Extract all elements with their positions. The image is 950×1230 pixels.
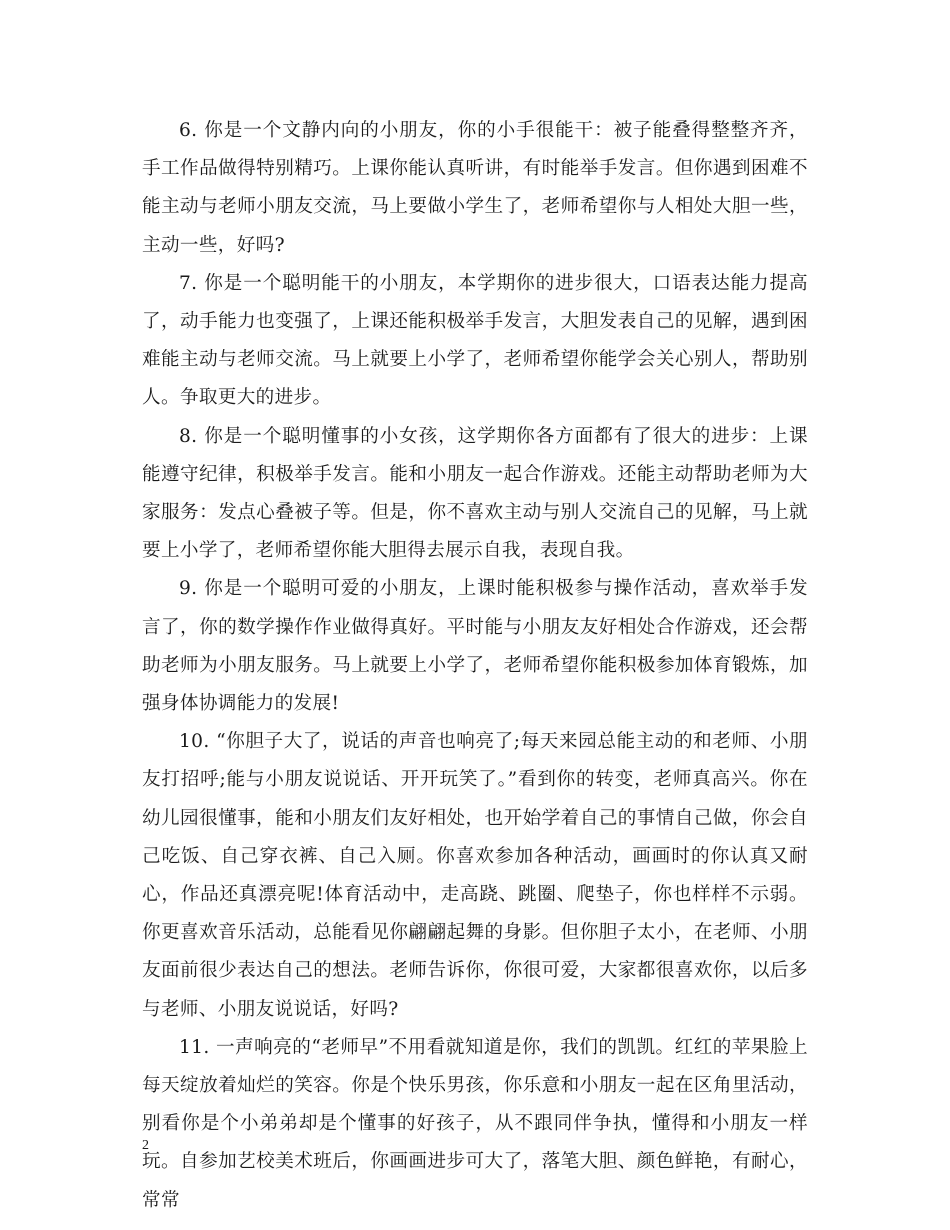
page-number: 2 bbox=[142, 1138, 149, 1153]
paragraph-10: 10. “你胆子大了，说话的声音也响亮了;每天来园总能主动的和老师、小朋友打招呼;能与小朋友说说话、开开玩笑了。”看到你的转变，老师真高兴。你在幼儿园很懂事，能和小朋友们友好相处，也开始学着自己的事情自己做，你会自己吃饭、自己穿衣裤、自己入厕。你喜欢参加各种活动，画画时的你认真又耐心，作品还真漂亮呢!体育活动中，走高跷、跳圈、爬垫子，你也样样不示弱。你更喜欢音乐活动，总能看见你翩翩起舞的身影。但你胆子太小，在老师、小朋友面前很少表达自己的想法。老师告诉你，你很可爱，大家都很喜欢你，以后多与老师、小朋友说说话，好吗? bbox=[142, 731, 808, 1020]
paragraph-7: 7. 你是一个聪明能干的小朋友，本学期你的进步很大，口语表达能力提高了，动手能力也变强了，上课还能积极举手发言，大胆发表自己的见解，遇到困难能主动与老师交流。马上就要上小学了，老师希望你能学会关心别人，帮助别人。争取更大的进步。 bbox=[142, 272, 808, 409]
paragraph-9: 9. 你是一个聪明可爱的小朋友，上课时能积极参与操作活动，喜欢举手发言了，你的数学操作作业做得真好。平时能与小朋友友好相处合作游戏，还会帮助老师为小朋友服务。马上就要上小学了，老师希望你能积极参加体育锻炼，加强身体协调能力的发展! bbox=[142, 578, 808, 715]
paragraph-8: 8. 你是一个聪明懂事的小女孩，这学期你各方面都有了很大的进步：上课能遵守纪律，积极举手发言。能和小朋友一起合作游戏。还能主动帮助老师为大家服务：发点心叠被子等。但是，你不喜欢主动与别人交流自己的见解，马上就要上小学了，老师希望你能大胆得去展示自我，表现自我。 bbox=[142, 425, 808, 562]
paragraph-11: 11. 一声响亮的“老师早”不用看就知道是你，我们的凯凯。红红的苹果脸上每天绽放着灿烂的笑容。你是个快乐男孩，你乐意和小朋友一起在区角里活动，别看你是个小弟弟却是个懂事的好孩子，从不跟同伴争执，懂得和小朋友一样玩。自参加艺校美术班后，你画画进步可大了，落笔大胆、颜色鲜艳，有耐心，常常 bbox=[142, 1036, 808, 1211]
paragraph-6: 6. 你是一个文静内向的小朋友，你的小手很能干：被子能叠得整整齐齐，手工作品做得特别精巧。上课你能认真听讲，有时能举手发言。但你遇到困难不能主动与老师小朋友交流，马上要做小学生了，老师希望你与人相处大胆一些，主动一些，好吗? bbox=[142, 120, 808, 256]
document-body bbox=[142, 112, 808, 1220]
